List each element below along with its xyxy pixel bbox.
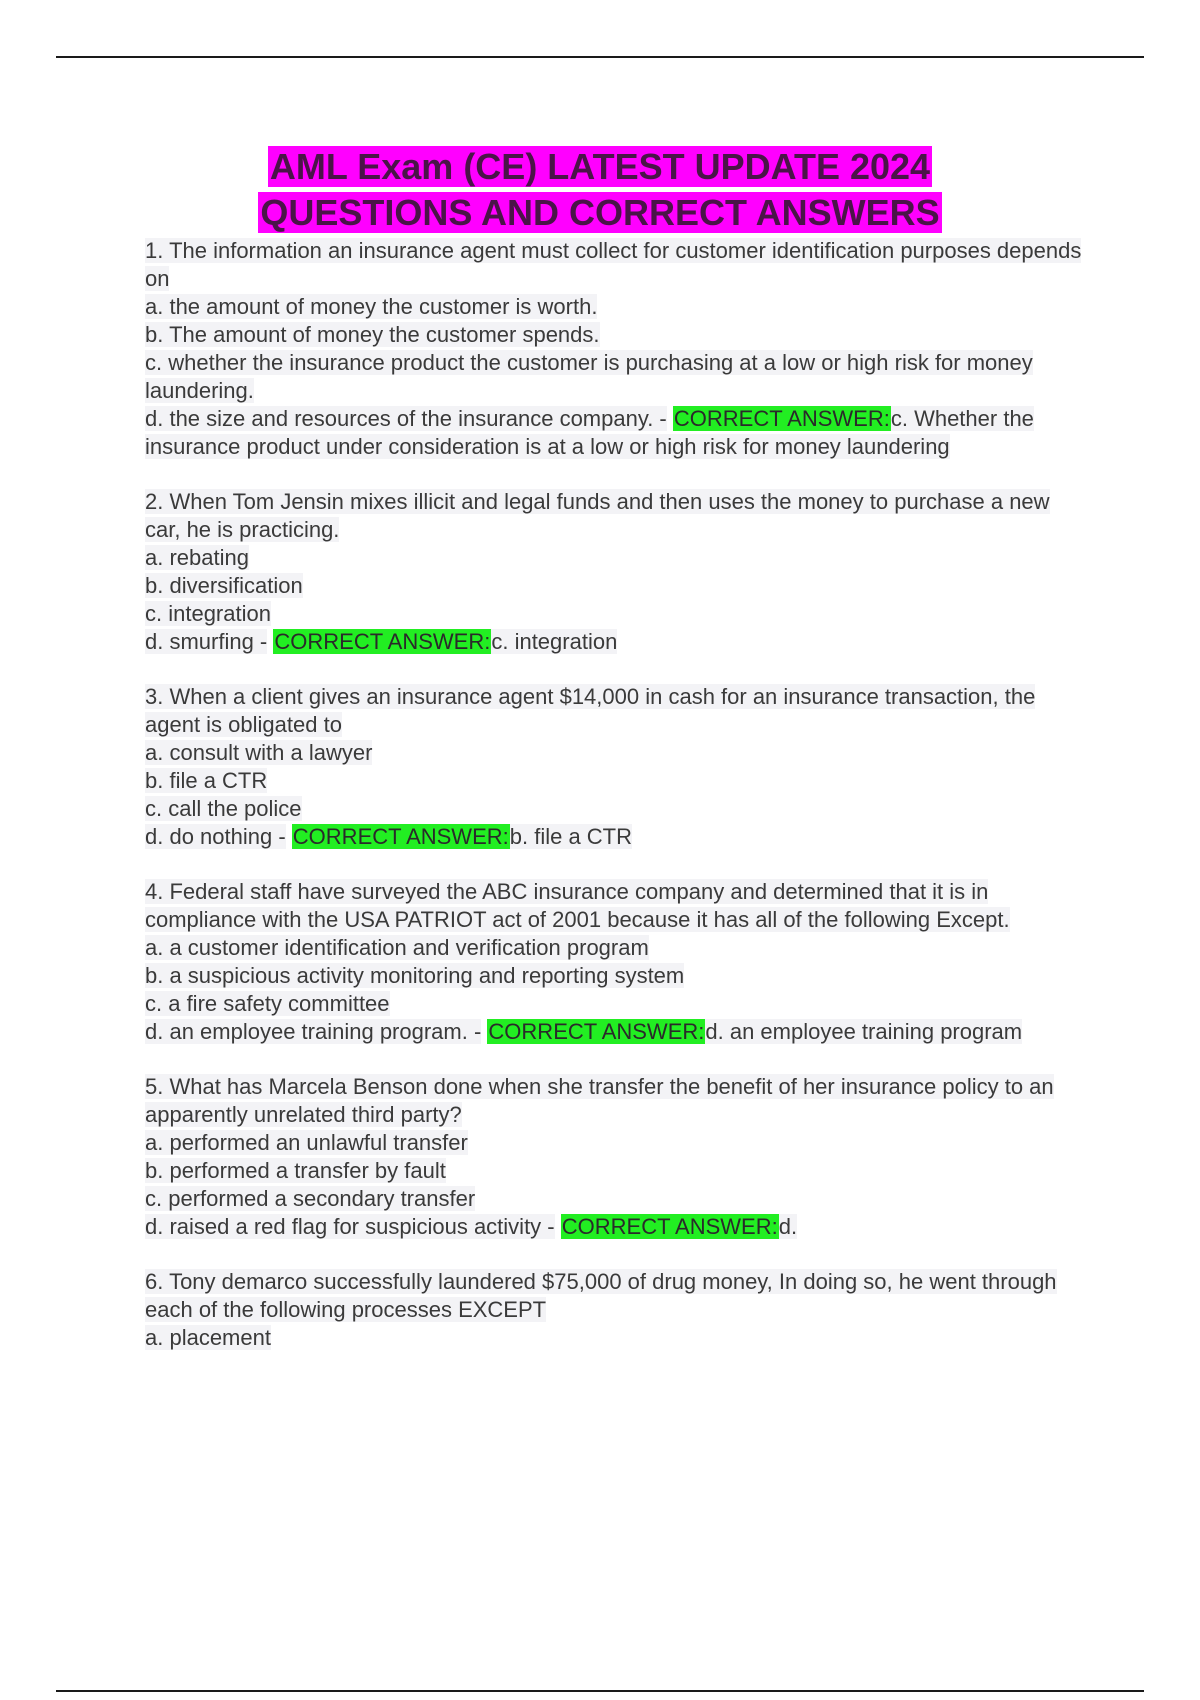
question-4 [145, 878, 1085, 1046]
question-stem: 1. The information an insurance agent must collect for customer identification purposes depends on [145, 238, 1082, 291]
correct-answer-label: CORRECT ANSWER: [673, 406, 890, 431]
question-stem: 2. When Tom Jensin mixes illicit and legal funds and then uses the money to purchase a new car, he is practicing. [145, 489, 1050, 542]
correct-answer-text: c. Whether the insurance product under consideration is at a low or high risk for money laundering [145, 406, 1034, 459]
question-stem: 6. Tony demarco successfully laundered $75,000 of drug money, In doing so, he went through each of the following processes EXCEPT [145, 1269, 1057, 1322]
correct-answer-label: CORRECT ANSWER: [292, 824, 509, 849]
option-c: c. call the police [145, 796, 302, 821]
question-stem: 3. When a client gives an insurance agent $14,000 in cash for an insurance transaction, the agent is obligated to [145, 684, 1036, 737]
option-d: d. raised a red flag for suspicious activity - [145, 1214, 555, 1239]
option-c: c. whether the insurance product the customer is purchasing at a low or high risk for money laundering. [145, 350, 1033, 403]
option-d: d. do nothing - [145, 824, 286, 849]
option-c: c. a fire safety committee [145, 991, 390, 1016]
correct-answer-text: b. file a CTR [509, 824, 633, 849]
option-d: d. an employee training program. - [145, 1019, 482, 1044]
bottom-rule [56, 1690, 1144, 1692]
question-list [145, 237, 1085, 1379]
question-2 [145, 488, 1085, 656]
correct-answer-label: CORRECT ANSWER: [488, 1019, 705, 1044]
question-stem: 5. What has Marcela Benson done when she transfer the benefit of her insurance policy to an apparently unrelated third party? [145, 1074, 1054, 1127]
option-b: b. file a CTR [145, 768, 268, 793]
correct-answer-text: c. integration [491, 629, 618, 654]
option-a: a. the amount of money the customer is worth. [145, 294, 598, 319]
question-1 [145, 237, 1085, 461]
question-5 [145, 1073, 1085, 1241]
question-3 [145, 683, 1085, 851]
top-rule [56, 56, 1144, 58]
option-a: a. performed an unlawful transfer [145, 1130, 468, 1155]
title-line-1: AML Exam (CE) LATEST UPDATE 2024 [269, 146, 931, 187]
title-line-2: QUESTIONS AND CORRECT ANSWERS [260, 192, 940, 233]
option-c: c. performed a secondary transfer [145, 1186, 476, 1211]
option-b: b. The amount of money the customer spends. [145, 322, 600, 347]
option-d: d. the size and resources of the insurance company. - [145, 406, 667, 431]
option-a: a. rebating [145, 545, 249, 570]
document-title [0, 144, 1200, 236]
correct-answer-text: d. an employee training program [705, 1019, 1023, 1044]
correct-answer-label: CORRECT ANSWER: [274, 629, 491, 654]
option-a: a. placement [145, 1325, 271, 1350]
option-d: d. smurfing - [145, 629, 268, 654]
correct-answer-label: CORRECT ANSWER: [561, 1214, 778, 1239]
option-b: b. a suspicious activity monitoring and reporting system [145, 963, 685, 988]
option-a: a. a customer identification and verification program [145, 935, 649, 960]
option-b: b. performed a transfer by fault [145, 1158, 446, 1183]
option-b: b. diversification [145, 573, 303, 598]
question-stem: 4. Federal staff have surveyed the ABC insurance company and determined that it is in compliance with the USA PATRIOT act of 2001 because it has all of the following Except. [145, 879, 1010, 932]
option-a: a. consult with a lawyer [145, 740, 373, 765]
correct-answer-text: d. [778, 1214, 798, 1239]
question-6 [145, 1268, 1085, 1352]
option-c: c. integration [145, 601, 271, 626]
